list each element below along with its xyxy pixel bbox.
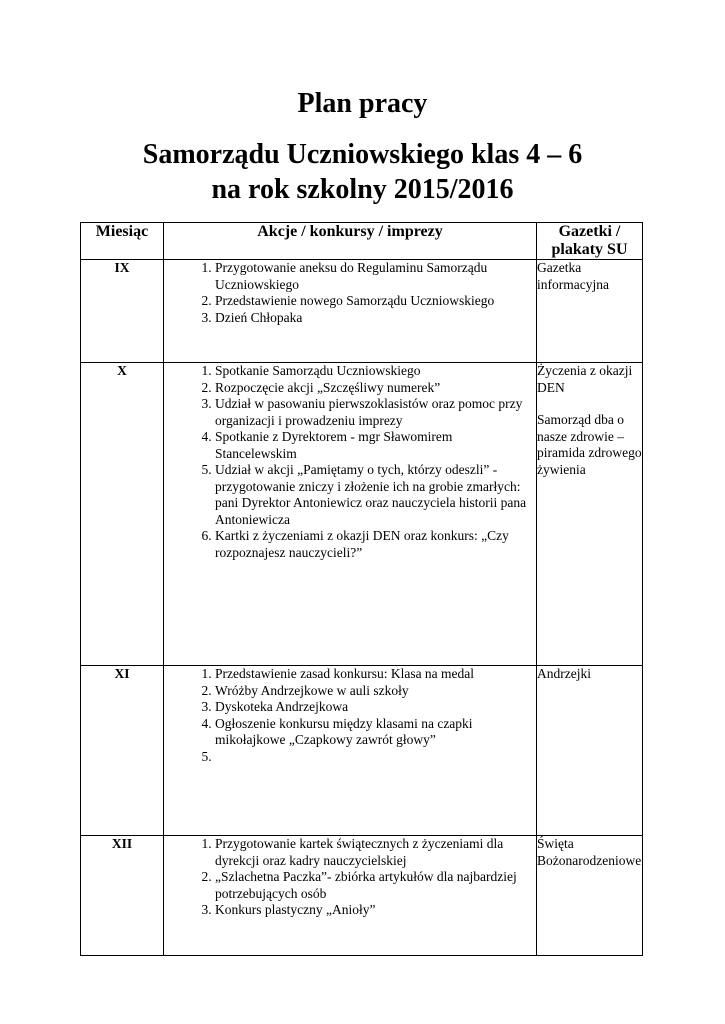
list-item: 3. Dyskoteka Andrzejkowa (215, 699, 536, 716)
subtitle-school-year: na rok szkolny 2015/2016 (211, 174, 514, 205)
subtitle-organization: Samorządu Uczniowskiego klas 4 – 6 (142, 139, 583, 170)
page-title: Plan pracy (297, 88, 428, 119)
posters-cell (537, 260, 643, 363)
plan-table (80, 222, 643, 956)
list-item: 4. Spotkanie z Dyrektorem - mgr Sławomirem Stancelewskim (215, 429, 536, 462)
list-item: 2. Rozpoczęcie akcji „Szczęśliwy numerek” (215, 380, 536, 397)
month-cell: XII (81, 836, 164, 956)
actions-cell (164, 363, 537, 666)
actions-list (164, 363, 536, 561)
list-item: 6. Kartki z życzeniami z okazji DEN oraz konkurs: „Czy rozpoznajesz nauczycieli?” (215, 528, 536, 561)
header-actions: Akcje / konkursy / imprezy (164, 223, 537, 260)
list-item: 3. Dzień Chłopaka (215, 310, 536, 327)
table-header-row (81, 223, 643, 260)
actions-cell (164, 836, 537, 956)
posters-cell (537, 666, 643, 836)
actions-cell (164, 666, 537, 836)
list-item: 1. Spotkanie Samorządu Uczniowskiego (215, 363, 536, 380)
actions-list (164, 260, 536, 326)
list-item: 1. Przygotowanie aneksu do Regulaminu Samorządu Uczniowskiego (215, 260, 536, 293)
table-row-december (81, 836, 643, 956)
list-item: 3. Konkurs plastyczny „Anioły” (215, 902, 536, 919)
actions-cell (164, 260, 537, 363)
month-cell: IX (81, 260, 164, 363)
list-item: 2. Wróżby Andrzejkowe w auli szkoły (215, 683, 536, 700)
header-month: Miesiąc (81, 223, 164, 260)
poster-item: Gazetka informacyjna (537, 260, 609, 292)
posters-cell (537, 363, 643, 666)
list-item: 1. Przedstawienie zasad konkursu: Klasa na medal (215, 666, 536, 683)
month-cell: X (81, 363, 164, 666)
header-posters: Gazetki / plakaty SU (537, 223, 643, 260)
list-item: 2. Przedstawienie nowego Samorządu Uczniowskiego (215, 293, 536, 310)
table-row-september (81, 260, 643, 363)
list-item: 2. „Szlachetna Paczka”- zbiórka artykułów dla najbardziej potrzebujących osób (215, 869, 536, 902)
actions-list (164, 666, 536, 765)
table-row-november (81, 666, 643, 836)
posters-cell (537, 836, 643, 956)
list-item: 4. Ogłoszenie konkursu między klasami na czapki mikołajkowe „Czapkowy zawrót głowy” (215, 716, 536, 749)
list-item: 5. Udział w akcji „Pamiętamy o tych, którzy odeszli” - przygotowanie zniczy i złożenie ich na grobie zmarłych: pani Dyrektor Antoniewicz oraz nauczyciela historii pana Antoniewicza (215, 462, 536, 528)
actions-list (164, 836, 536, 919)
list-item: 3. Udział w pasowaniu pierwszoklasistów oraz pomoc przy organizacji i prowadzeniu imprezy (215, 396, 536, 429)
poster-item: Andrzejki (537, 666, 591, 681)
poster-item: Życzenia z okazji DEN (537, 363, 633, 395)
list-item: 1. Przygotowanie kartek świątecznych z życzeniami dla dyrekcji oraz kadry nauczycielskiej (215, 836, 536, 869)
poster-item: Samorząd dba o nasze zdrowie – piramida zdrowego żywienia (537, 412, 642, 477)
list-item (215, 749, 536, 766)
poster-item: Święta Bożonarodzeniowe (537, 836, 642, 868)
table-row-october (81, 363, 643, 666)
month-cell: XI (81, 666, 164, 836)
